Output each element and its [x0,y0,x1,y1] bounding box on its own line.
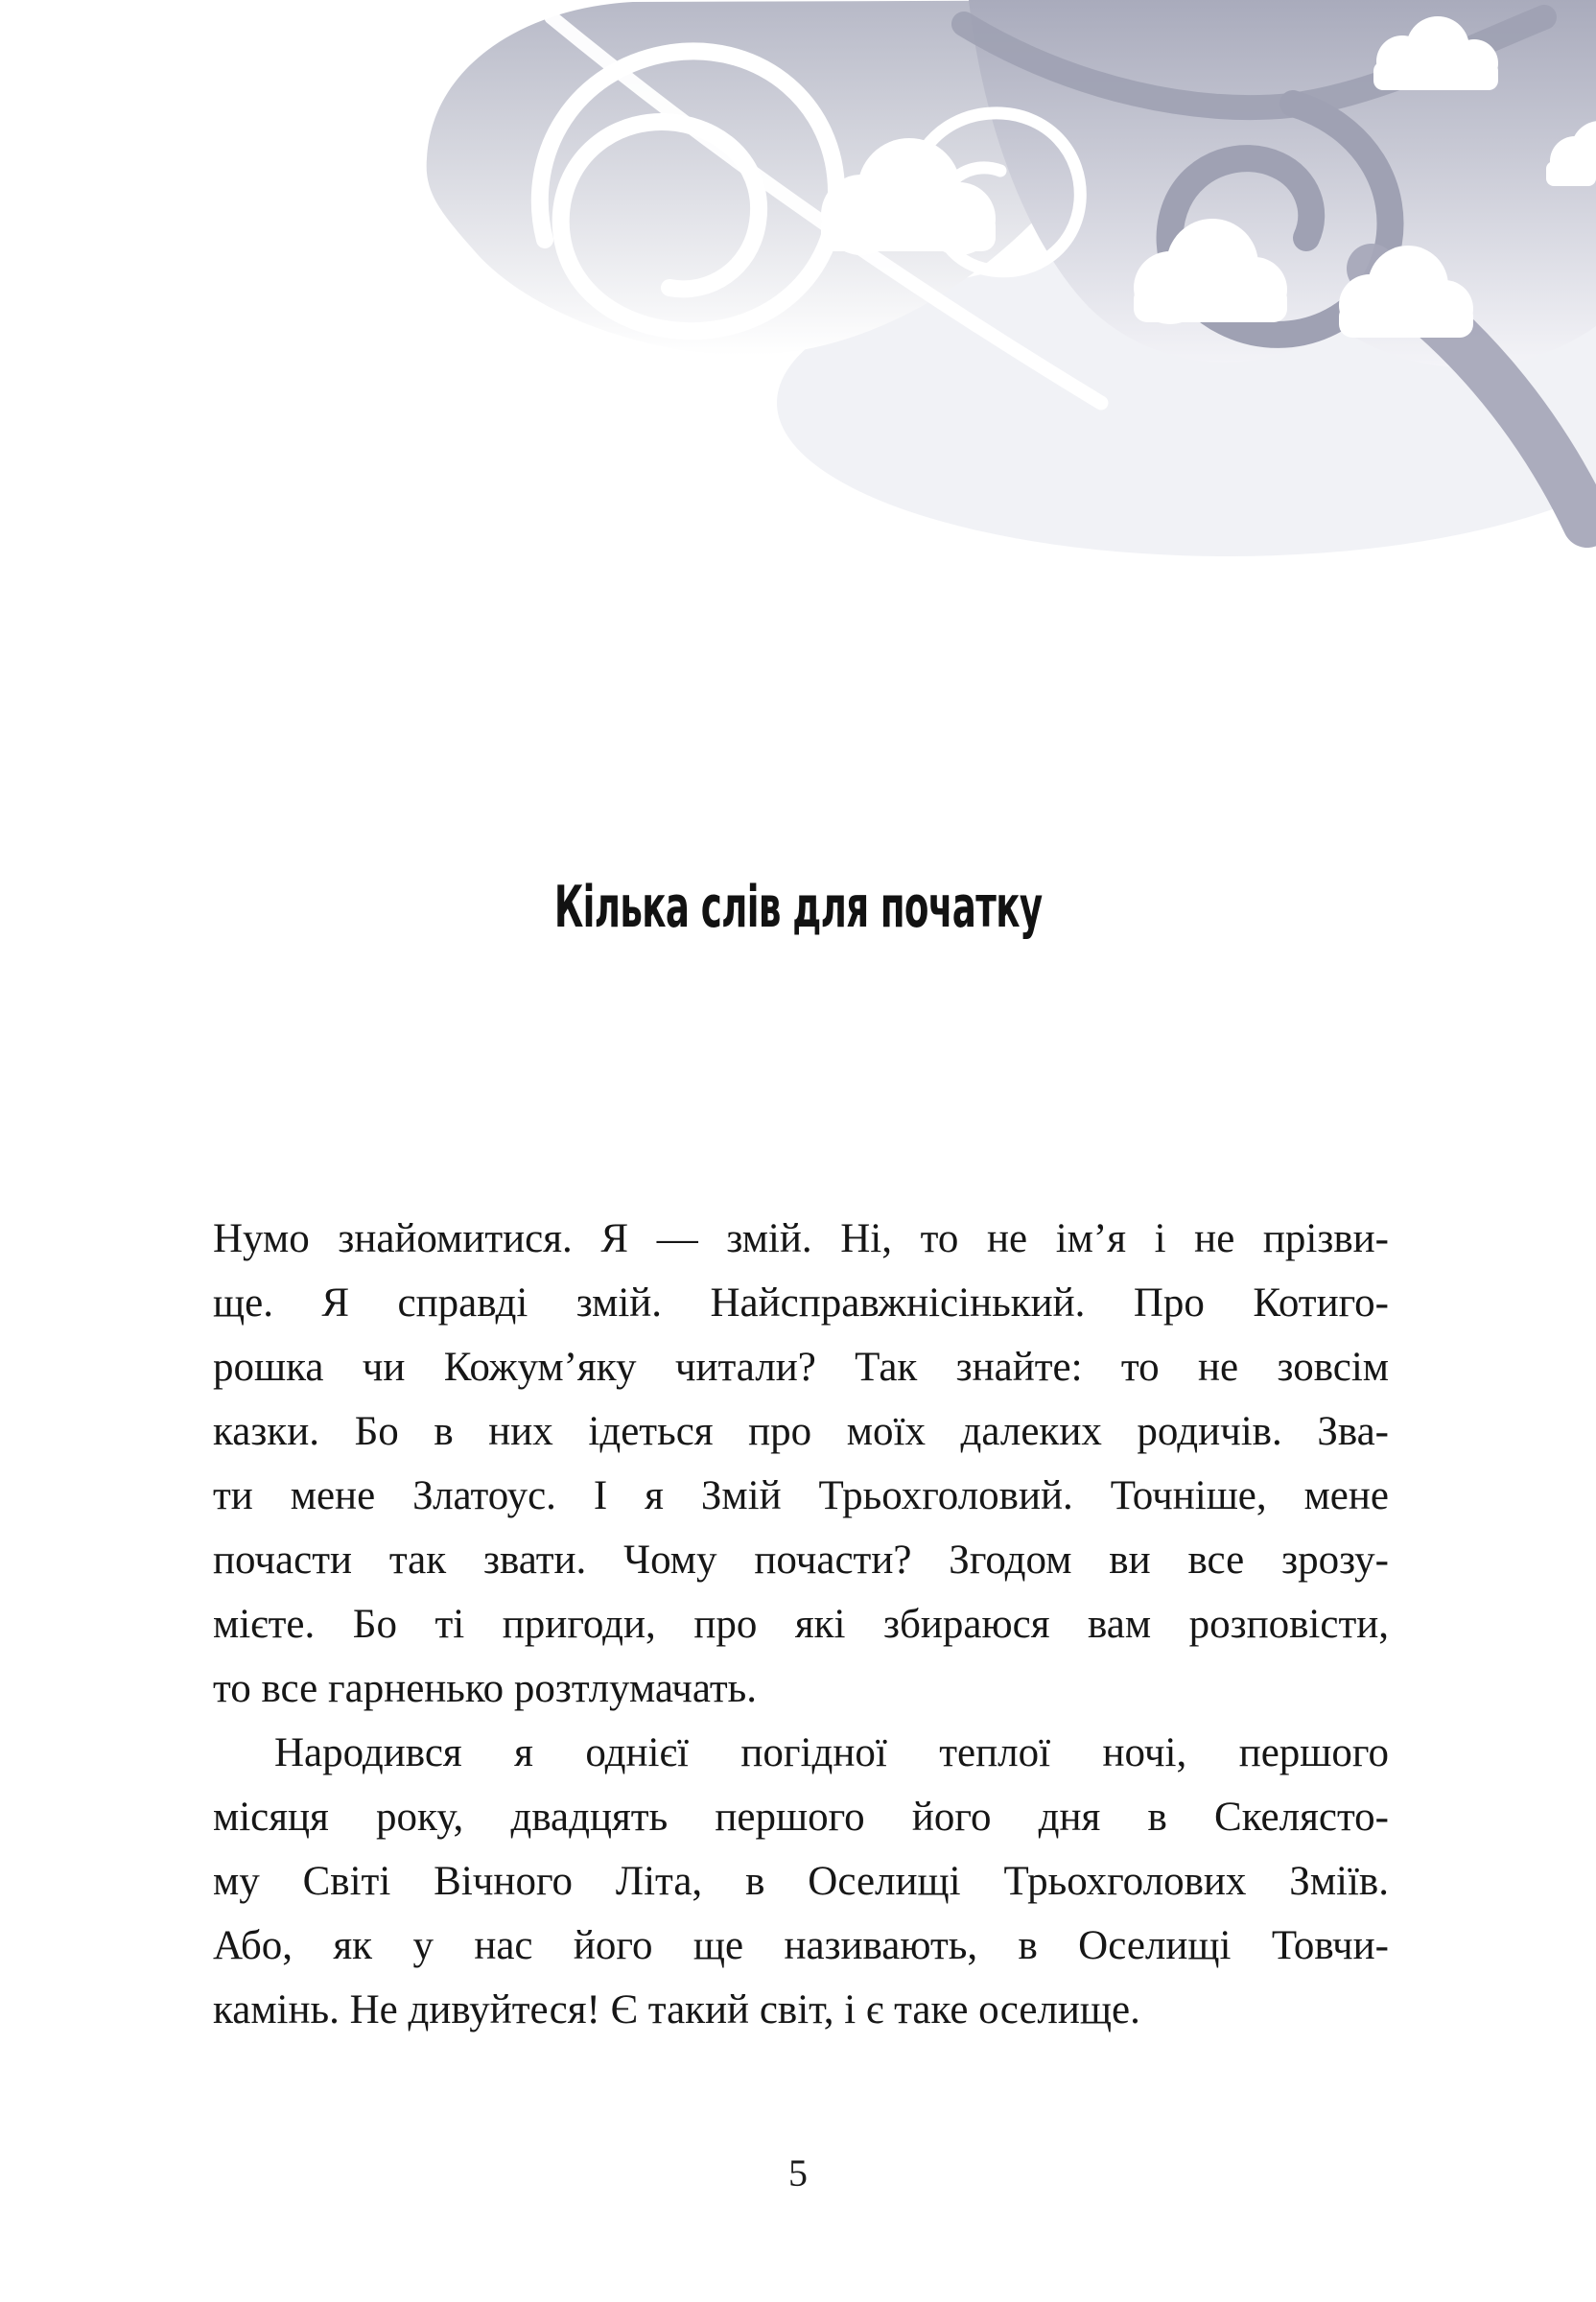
chapter-title-wrap [0,874,1596,941]
wind-cloud-mass [427,0,1180,355]
wind-streak-icon [552,17,1101,403]
text-line: Народився я однієї погідної теплої ночі, першого [274,1730,1389,1775]
text-line: му Світі Вічного Літа, в Оселищі Трьохголових Зміїв. [213,1859,1389,1904]
text-line: Або, як у нас його ще називають, в Оселищі Товчи- [213,1923,1389,1968]
text-line: казки. Бо в них ідеться про моїх далеких родичів. Зва- [213,1409,1389,1454]
wind-tail-icon [1372,269,1587,523]
wind-spiral-left-icon [540,51,836,331]
wind-curve-icon [964,17,1544,107]
paragraph [213,1207,1389,1721]
text-line: мієте. Бо ті пригоди, про які збираюся вам розповісти, [213,1602,1389,1647]
cloud-lower-right-icon [1134,219,1287,324]
text-line: то все гарненько розтлумачать. [213,1666,757,1711]
text-line: почасти так звати. Чому почасти? Згодом ви все зрозу- [213,1538,1389,1583]
clouds-decoration [0,0,1596,614]
haze-blob [777,249,1596,556]
text-line: камінь. Не дивуйтеся! Є такий світ, і є таке оселище. [213,1987,1140,2032]
chapter-title: Кілька слів для початку [553,874,1043,941]
paragraph [213,1721,1389,2042]
page-number: 5 [788,2151,808,2195]
text-line: ти мене Златоус. І я Змій Трьохголовий. Точніше, мене [213,1473,1389,1518]
wind-spiral-right-icon [1170,104,1391,335]
cloud-right-edge-icon [1546,121,1596,186]
text-line: місяця року, двадцять першого його дня в Скелясто- [213,1795,1389,1840]
text-line: ще. Я справді змій. Найсправжнісінький. Про Котиго- [213,1280,1389,1326]
cloud-far-right-icon [1339,246,1473,338]
cloud-middle-icon [821,138,996,255]
text-line: рошка чи Кожум’яку читали? Так знайте: то не зовсім [213,1345,1389,1390]
wind-cloud-mass-right [969,0,1596,367]
text-line: Нумо знайомитися. Я — змій. Ні, то не ім’я і не прізви- [213,1216,1389,1261]
cloud-top-right-icon [1373,16,1498,90]
body-text [213,1207,1389,2042]
wind-spiral-middle-icon [909,113,1080,271]
